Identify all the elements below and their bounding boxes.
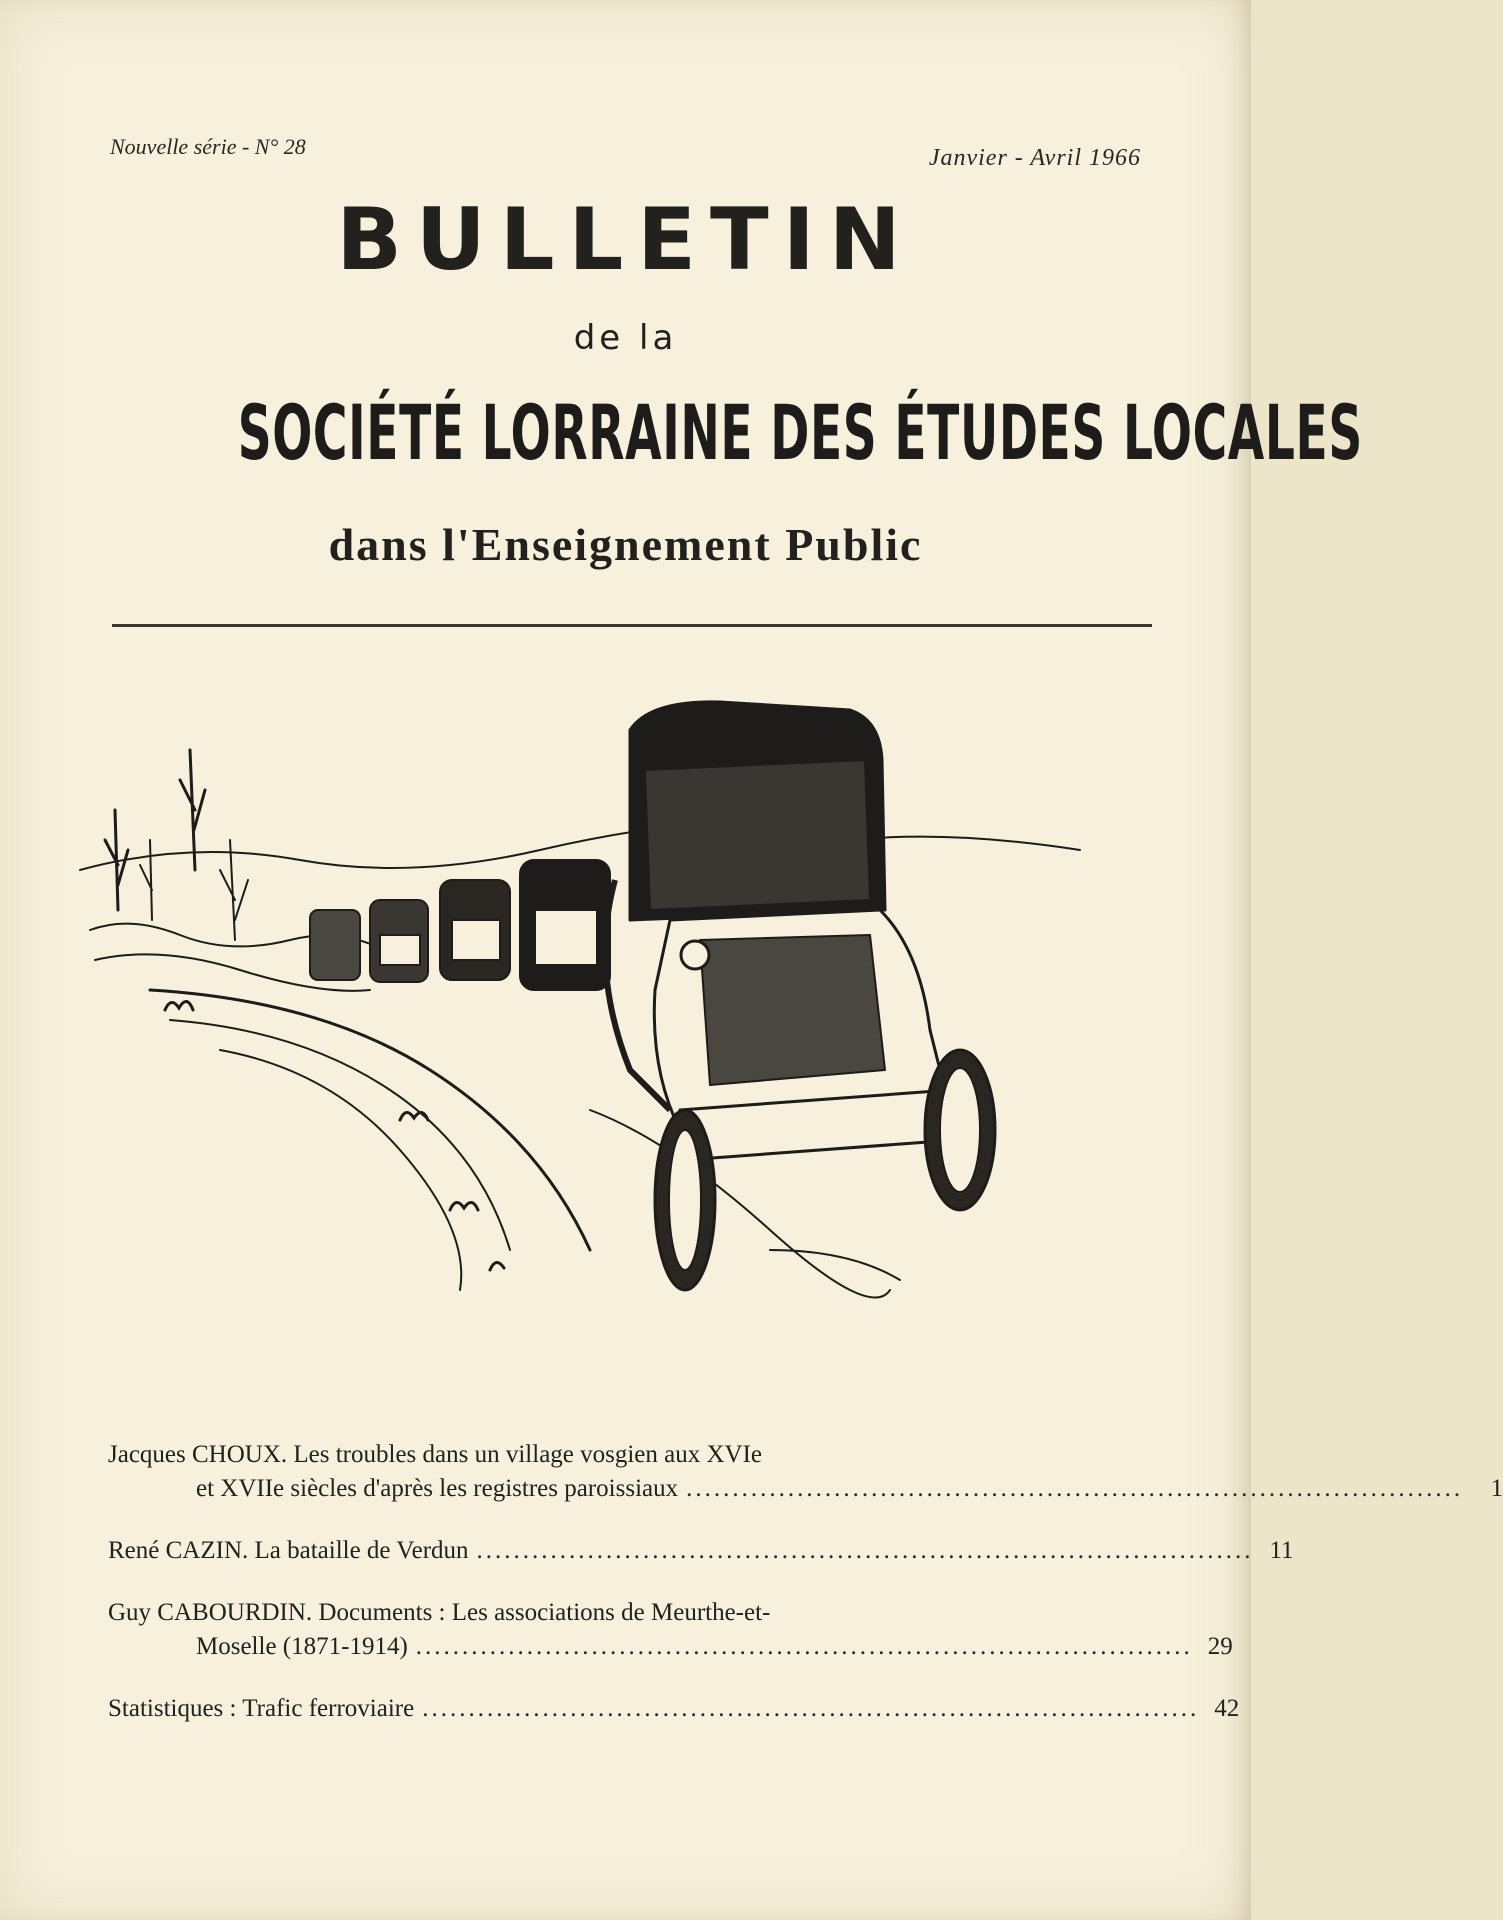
issue-date: Janvier - Avril 1966 (928, 145, 1141, 171)
toc-leader: .................................................................................... (415, 1633, 1193, 1660)
toc-entry (108, 1438, 1503, 1506)
toc-leader: .................................................................................... (686, 1475, 1464, 1502)
society-name: SOCIÉTÉ LORRAINE DES ÉTUDES LOCALES (237, 388, 1363, 477)
page-title: BULLETIN (336, 190, 915, 290)
toc-entry-title: Guy CABOURDIN. Documents : Les associations de Meurthe-et- (108, 1599, 771, 1626)
toc-page-number: 1 (1490, 1475, 1503, 1502)
toc-entry (108, 1534, 1294, 1568)
toc-page-number: 11 (1269, 1537, 1294, 1564)
toc-entry-title-cont: Moselle (1871-1914) (196, 1633, 408, 1660)
toc-entry-title: Jacques CHOUX. Les troubles dans un village vosgien aux XVIe (108, 1441, 763, 1468)
toc-entry (108, 1596, 1233, 1664)
title-connector: de la (573, 318, 678, 358)
toc-entry-title: René CAZIN. La bataille de Verdun (108, 1537, 469, 1564)
toc-entry (108, 1692, 1240, 1726)
military-convoy-illustration (70, 690, 1110, 1310)
divider (112, 624, 1152, 627)
toc-leader: .................................................................................... (422, 1695, 1200, 1722)
toc-page-number: 42 (1214, 1695, 1240, 1722)
toc-entry-title: Statistiques : Trafic ferroviaire (108, 1695, 415, 1722)
toc-page-number: 29 (1207, 1633, 1233, 1660)
series-number: Nouvelle série - N° 28 (110, 134, 306, 159)
toc-entry-title-cont: et XVIIe siècles d'après les registres paroissiaux (196, 1475, 679, 1502)
toc-leader: .................................................................................... (476, 1537, 1254, 1564)
subtitle: dans l'Enseignement Public (328, 519, 923, 570)
table-of-contents (108, 1438, 1503, 1754)
